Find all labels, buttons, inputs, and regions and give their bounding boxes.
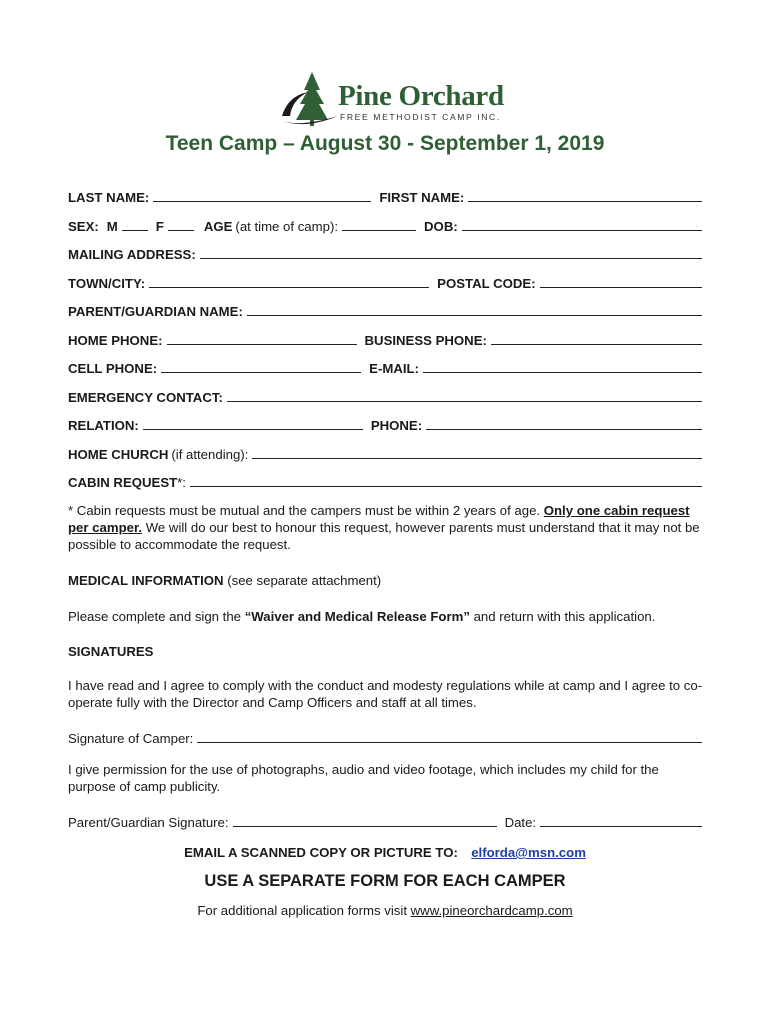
logo-name: Pine Orchard (338, 80, 504, 112)
waiver-instruction (68, 608, 704, 625)
dob-field[interactable] (462, 217, 702, 231)
phone-label: PHONE: (370, 418, 423, 433)
email-label: E-MAIL: (369, 361, 419, 376)
camper-signature-label: Signature of Camper: (68, 731, 194, 746)
email-field[interactable] (423, 359, 702, 373)
last-name-field[interactable] (153, 188, 371, 202)
relation-label: RELATION: (68, 418, 139, 433)
sex-m-field[interactable] (122, 217, 148, 231)
email-instruction (0, 845, 770, 860)
page-title: Teen Camp – August 30 - September 1, 2019 (165, 132, 605, 155)
waiver-part2: and return with this application. (469, 609, 656, 624)
signatures-heading: SIGNATURES (68, 644, 154, 659)
parent-signature-row (68, 810, 702, 830)
town-postal-row (68, 271, 702, 291)
sex-label: SEX: (68, 219, 99, 234)
cabin-request-label: CABIN REQUEST (68, 475, 178, 490)
emergency-contact-row (68, 385, 702, 405)
separate-form-notice: USE A SEPARATE FORM FOR EACH CAMPER (204, 872, 566, 890)
date-field[interactable] (540, 813, 702, 827)
parent-signature-field[interactable] (233, 813, 497, 827)
parent-guardian-name-label: PARENT/GUARDIAN NAME: (68, 304, 243, 319)
cabin-request-field[interactable] (190, 473, 702, 487)
home-church-row (68, 442, 702, 462)
cabin-note-emphasis: Only one cabin request per camper. (68, 503, 690, 535)
medical-note: (see separate attachment) (223, 573, 382, 588)
logo-subtitle: FREE METHODIST CAMP INC. (340, 112, 501, 122)
phone-field[interactable] (426, 416, 702, 430)
town-city-field[interactable] (149, 274, 429, 288)
sex-age-dob-row (68, 214, 702, 234)
dob-label: DOB: (424, 219, 458, 234)
sex-f-label: F (155, 219, 164, 234)
waiver-part1: Please complete and sign the (68, 609, 245, 624)
cabin-request-row (68, 470, 702, 490)
cell-email-row (68, 356, 702, 376)
email-address-link[interactable]: elforda@msn.com (471, 845, 586, 860)
cabin-note-part1: * Cabin requests must be mutual and the campers must be within 2 years of age. (68, 503, 544, 518)
age-field[interactable] (342, 217, 416, 231)
home-church-note: (if attending): (171, 447, 249, 462)
phone-row (68, 328, 702, 348)
age-label: AGE (203, 219, 233, 234)
agreement-text: I have read and I agree to comply with the conduct and modesty regulations while at camp and I agree to co-operate fully with the Director and Camp Officers and staff at all times. (68, 678, 703, 710)
parent-guardian-name-field[interactable] (247, 302, 702, 316)
email-instruction-label: EMAIL A SCANNED COPY OR PICTURE TO: (184, 845, 458, 860)
mailing-address-row (68, 242, 702, 262)
camper-signature-field[interactable] (197, 729, 702, 743)
name-row (68, 185, 702, 205)
additional-forms (0, 903, 770, 918)
date-label: Date: (504, 815, 537, 830)
home-church-field[interactable] (252, 445, 702, 459)
sex-f-field[interactable] (168, 217, 194, 231)
first-name-field[interactable] (468, 188, 702, 202)
permission-text: I give permission for the use of photographs, audio and video footage, which includes my child for the purpose of camp publicity. (68, 762, 659, 794)
age-note: (at time of camp): (235, 219, 339, 234)
parent-signature-label: Parent/Guardian Signature: (68, 815, 229, 830)
medical-heading: MEDICAL INFORMATION (68, 573, 224, 588)
camper-signature-row (68, 726, 702, 746)
sex-m-label: M (106, 219, 118, 234)
postal-code-field[interactable] (540, 274, 702, 288)
waiver-form-name: “Waiver and Medical Release Form” (244, 609, 470, 624)
postal-code-label: POSTAL CODE: (437, 276, 536, 291)
mailing-address-field[interactable] (200, 245, 702, 259)
relation-field[interactable] (143, 416, 363, 430)
town-city-label: TOWN/CITY: (68, 276, 146, 291)
pine-orchard-logo (278, 70, 504, 130)
parent-guardian-row (68, 299, 702, 319)
cell-phone-field[interactable] (161, 359, 361, 373)
home-phone-field[interactable] (167, 331, 357, 345)
additional-forms-text: For additional application forms visit (197, 903, 411, 918)
emergency-contact-label: EMERGENCY CONTACT: (68, 390, 223, 405)
website-link[interactable]: www.pineorchardcamp.com (410, 903, 573, 918)
last-name-label: LAST NAME: (68, 190, 150, 205)
mailing-address-label: MAILING ADDRESS: (68, 247, 196, 262)
business-phone-field[interactable] (491, 331, 702, 345)
cabin-request-star: *: (177, 475, 186, 490)
emergency-contact-field[interactable] (227, 388, 702, 402)
first-name-label: FIRST NAME: (379, 190, 465, 205)
business-phone-label: BUSINESS PHONE: (364, 333, 487, 348)
home-church-label: HOME CHURCH (68, 447, 169, 462)
cabin-note (68, 502, 704, 553)
cell-phone-label: CELL PHONE: (68, 361, 158, 376)
signatures-section (68, 643, 704, 660)
home-phone-label: HOME PHONE: (68, 333, 163, 348)
cabin-note-part2: We will do our best to honour this request, however parents must understand that it may not be possible to accommodate the request. (68, 520, 700, 552)
medical-info (68, 572, 704, 589)
relation-phone-row (68, 413, 702, 433)
pine-tree-icon (278, 70, 342, 130)
